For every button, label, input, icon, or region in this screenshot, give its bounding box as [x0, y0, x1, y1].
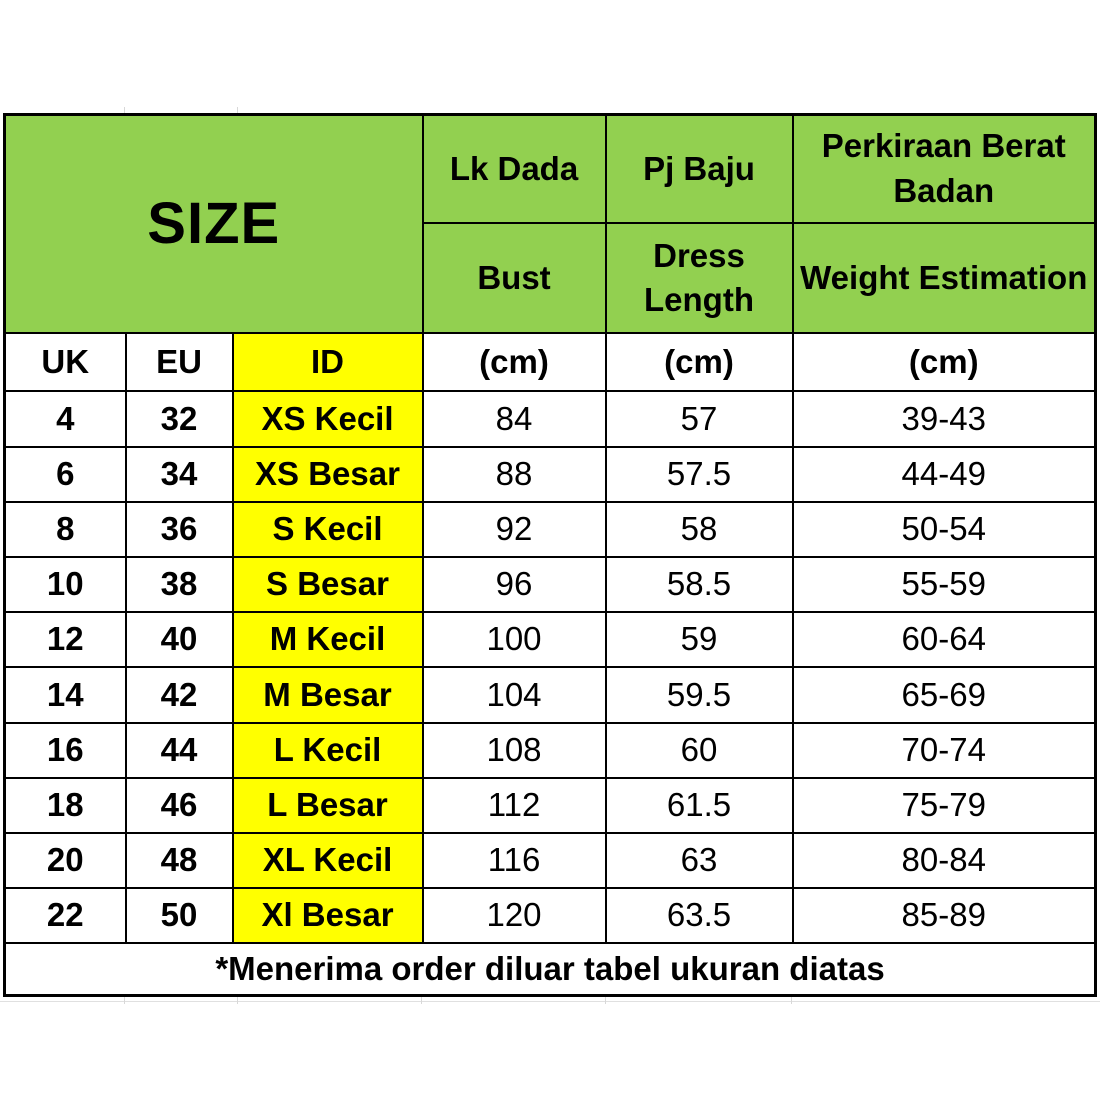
dress-length-value: 59.5: [606, 667, 793, 722]
header-dress-id: Pj Baju: [606, 115, 793, 223]
id-size: XS Kecil: [233, 391, 423, 446]
gridline-stub: [605, 997, 606, 1004]
id-size: M Kecil: [233, 612, 423, 667]
bust-value: 108: [423, 723, 606, 778]
table-row: [5, 778, 1096, 833]
header-weight-id: Perkiraan Berat Badan: [793, 115, 1096, 223]
table-row: [5, 888, 1096, 943]
uk-size: 20: [5, 833, 126, 888]
table-row: [5, 612, 1096, 667]
col-header-eu: EU: [126, 333, 233, 391]
uk-size: 8: [5, 502, 126, 557]
weight-range-value: 80-84: [793, 833, 1096, 888]
weight-range-value: 75-79: [793, 778, 1096, 833]
weight-range-value: 50-54: [793, 502, 1096, 557]
bust-value: 116: [423, 833, 606, 888]
bust-value: 120: [423, 888, 606, 943]
weight-range-value: 39-43: [793, 391, 1096, 446]
id-size: S Kecil: [233, 502, 423, 557]
gridline-stub: [124, 997, 125, 1004]
gridline-stub: [0, 1001, 1100, 1002]
id-size: L Besar: [233, 778, 423, 833]
footnote: *Menerima order diluar tabel ukuran diatas: [5, 943, 1096, 995]
uk-size: 4: [5, 391, 126, 446]
eu-size: 36: [126, 502, 233, 557]
eu-size: 42: [126, 667, 233, 722]
eu-size: 40: [126, 612, 233, 667]
col-header-uk: UK: [5, 333, 126, 391]
header-bust-id: Lk Dada: [423, 115, 606, 223]
table-row: [5, 667, 1096, 722]
dress-length-value: 59: [606, 612, 793, 667]
weight-range-value: 55-59: [793, 557, 1096, 612]
uk-size: 22: [5, 888, 126, 943]
weight-range-value: 44-49: [793, 447, 1096, 502]
bust-value: 92: [423, 502, 606, 557]
dress-length-value: 58: [606, 502, 793, 557]
dress-length-value: 63.5: [606, 888, 793, 943]
header-bust-en: Bust: [423, 223, 606, 333]
id-size: XL Kecil: [233, 833, 423, 888]
gridline-stub: [237, 997, 238, 1004]
table-row: [5, 723, 1096, 778]
col-header-id: ID: [233, 333, 423, 391]
uk-size: 6: [5, 447, 126, 502]
eu-size: 46: [126, 778, 233, 833]
dress-length-value: 58.5: [606, 557, 793, 612]
dress-length-value: 61.5: [606, 778, 793, 833]
dress-length-value: 60: [606, 723, 793, 778]
gridline-stub: [421, 997, 422, 1004]
table-row: [5, 502, 1096, 557]
eu-size: 38: [126, 557, 233, 612]
dress-length-value: 63: [606, 833, 793, 888]
header-dress-en: Dress Length: [606, 223, 793, 333]
uk-size: 14: [5, 667, 126, 722]
eu-size: 44: [126, 723, 233, 778]
table-row: [5, 391, 1096, 446]
eu-size: 34: [126, 447, 233, 502]
gridline-stub: [791, 997, 792, 1004]
table-row: [5, 557, 1096, 612]
table-row: [5, 833, 1096, 888]
col-header-weight-unit: (cm): [793, 333, 1096, 391]
size-chart-table: [3, 113, 1097, 997]
eu-size: 32: [126, 391, 233, 446]
bust-value: 88: [423, 447, 606, 502]
id-size: Xl Besar: [233, 888, 423, 943]
bust-value: 112: [423, 778, 606, 833]
id-size: L Kecil: [233, 723, 423, 778]
uk-size: 10: [5, 557, 126, 612]
weight-range-value: 70-74: [793, 723, 1096, 778]
bust-value: 104: [423, 667, 606, 722]
uk-size: 16: [5, 723, 126, 778]
dress-length-value: 57: [606, 391, 793, 446]
weight-range-value: 85-89: [793, 888, 1096, 943]
uk-size: 18: [5, 778, 126, 833]
table-row: [5, 447, 1096, 502]
col-header-bust-unit: (cm): [423, 333, 606, 391]
id-size: XS Besar: [233, 447, 423, 502]
bust-value: 96: [423, 557, 606, 612]
id-size: S Besar: [233, 557, 423, 612]
bust-value: 100: [423, 612, 606, 667]
weight-range-value: 65-69: [793, 667, 1096, 722]
header-weight-en: Weight Estimation: [793, 223, 1096, 333]
id-size: M Besar: [233, 667, 423, 722]
eu-size: 50: [126, 888, 233, 943]
col-header-dress-unit: (cm): [606, 333, 793, 391]
eu-size: 48: [126, 833, 233, 888]
uk-size: 12: [5, 612, 126, 667]
bust-value: 84: [423, 391, 606, 446]
dress-length-value: 57.5: [606, 447, 793, 502]
size-title-cell: SIZE: [5, 115, 423, 334]
weight-range-value: 60-64: [793, 612, 1096, 667]
